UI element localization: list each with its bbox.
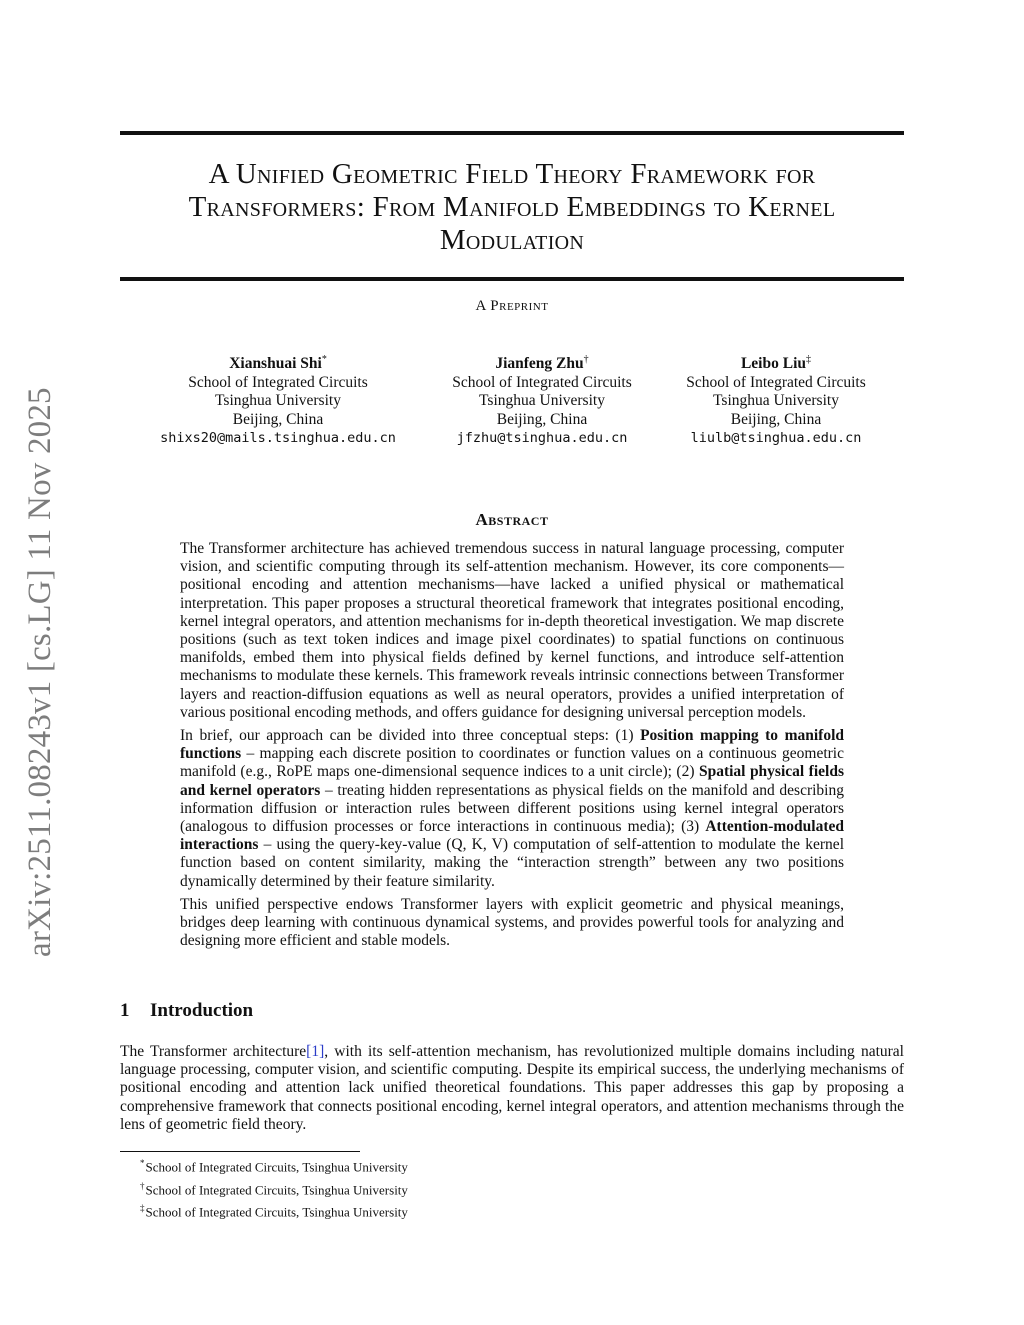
section-title: Introduction <box>150 1000 254 1021</box>
abstract-paragraph: In brief, our approach can be divided into three conceptual steps: (1) Position mapping to manifold functions – mapping each discrete position to coordinates or function values on a continuous geometric manifold (e.g., RoPE maps one-dimensional sequence indices to a unit circle); (2) Spatial physical fields and kernel operators – treating hidden representations as physical fields on the manifold and describing information diffusion or interaction rules between different positions using kernel integral operators (analogous to diffusion processes or force interactions in continuous media); (3) Attention-modulated interactions – using the query-key-value (Q, K, V) computation of self-attention to modulate the kernel function based on content similarity, making the “interaction strength” between any two positions dynamically determined by their feature similarity. <box>180 727 844 890</box>
abstract-body <box>180 540 844 955</box>
title-line: Transformers: From Manifold Embeddings to Kernel <box>188 191 836 223</box>
author-email[interactable]: jfzhu@tsinghua.edu.cn <box>456 430 628 447</box>
abstract-heading: Abstract <box>475 510 549 529</box>
footnote: †School of Integrated Circuits, Tsinghua University <box>140 1180 408 1197</box>
author-university: Tsinghua University <box>713 392 839 410</box>
author-3 <box>626 351 926 448</box>
author-location: Beijing, China <box>730 410 822 428</box>
author-location: Beijing, China <box>496 410 588 428</box>
footnote: *School of Integrated Circuits, Tsinghua University <box>140 1158 408 1175</box>
title-line: A Unified Geometric Field Theory Framework for <box>208 158 816 190</box>
footnote: ‡School of Integrated Circuits, Tsinghua University <box>140 1203 408 1220</box>
section-number: 1 <box>120 1000 130 1021</box>
author-1 <box>128 351 428 448</box>
paper-title <box>120 158 904 257</box>
author-email[interactable]: shixs20@mails.tsinghua.edu.cn <box>160 430 396 447</box>
footnotes <box>140 1154 408 1222</box>
citation-link[interactable]: [1] <box>306 1043 325 1060</box>
title-rule-bottom <box>120 277 904 281</box>
author-name: Xianshuai Shi* <box>229 354 327 373</box>
title-rule-top <box>120 131 904 135</box>
section-heading <box>120 1000 253 1022</box>
preprint-label: A Preprint <box>475 298 549 314</box>
author-university: Tsinghua University <box>215 392 341 410</box>
arxiv-stamp: arXiv:2511.08243v1 [cs.LG] 11 Nov 2025 <box>22 387 58 957</box>
author-affiliation: School of Integrated Circuits <box>188 373 368 391</box>
author-university: Tsinghua University <box>479 392 605 410</box>
author-name: Leibo Liu‡ <box>740 354 812 373</box>
author-location: Beijing, China <box>232 410 324 428</box>
abstract-paragraph: This unified perspective endows Transformer layers with explicit geometric and physical meanings, bridges deep learning with continuous dynamical systems, and provides powerful tools for analyzing and designing more efficient and stable models. <box>180 895 844 950</box>
author-name: Jianfeng Zhu† <box>495 354 589 373</box>
footnote-rule <box>120 1151 360 1152</box>
intro-paragraph: The Transformer architecture[1], with its self-attention mechanism, has revolutionized multiple domains including natural language processing, computer vision, and scientific computing. Despite its empirical success, the underlying mechanisms of positional encoding and attention lack unified theoretical foundations. This paper addresses this gap by proposing a comprehensive framework that connects positional encoding, kernel integral operators, and attention mechanisms through the lens of geometric field theory. <box>120 1043 904 1133</box>
title-line: Modulation <box>439 224 585 256</box>
author-email[interactable]: liulb@tsinghua.edu.cn <box>690 430 862 447</box>
author-affiliation: School of Integrated Circuits <box>686 373 866 391</box>
abstract-paragraph: The Transformer architecture has achieved tremendous success in natural language processing, computer vision, and scientific computing through its self-attention mechanism. However, its core components—positional encoding and attention mechanisms—have lacked a unified physical or mathematical interpretation. This paper proposes a structural theoretical framework that integrates positional encoding, kernel integral operators, and attention mechanisms for in-depth theoretical investigation. We map discrete positions (such as text token indices and image pixel coordinates) to spatial functions on continuous manifolds, embed them into physical fields defined by kernel functions, and introduce self-attention mechanisms to modulate these kernels. This framework reveals intrinsic connections between Transformer layers and reaction-diffusion equations as well as neural operators, provides a unified interpretation of various positional encoding methods, and offers guidance for designing universal perception models. <box>180 540 844 721</box>
author-affiliation: School of Integrated Circuits <box>452 373 632 391</box>
